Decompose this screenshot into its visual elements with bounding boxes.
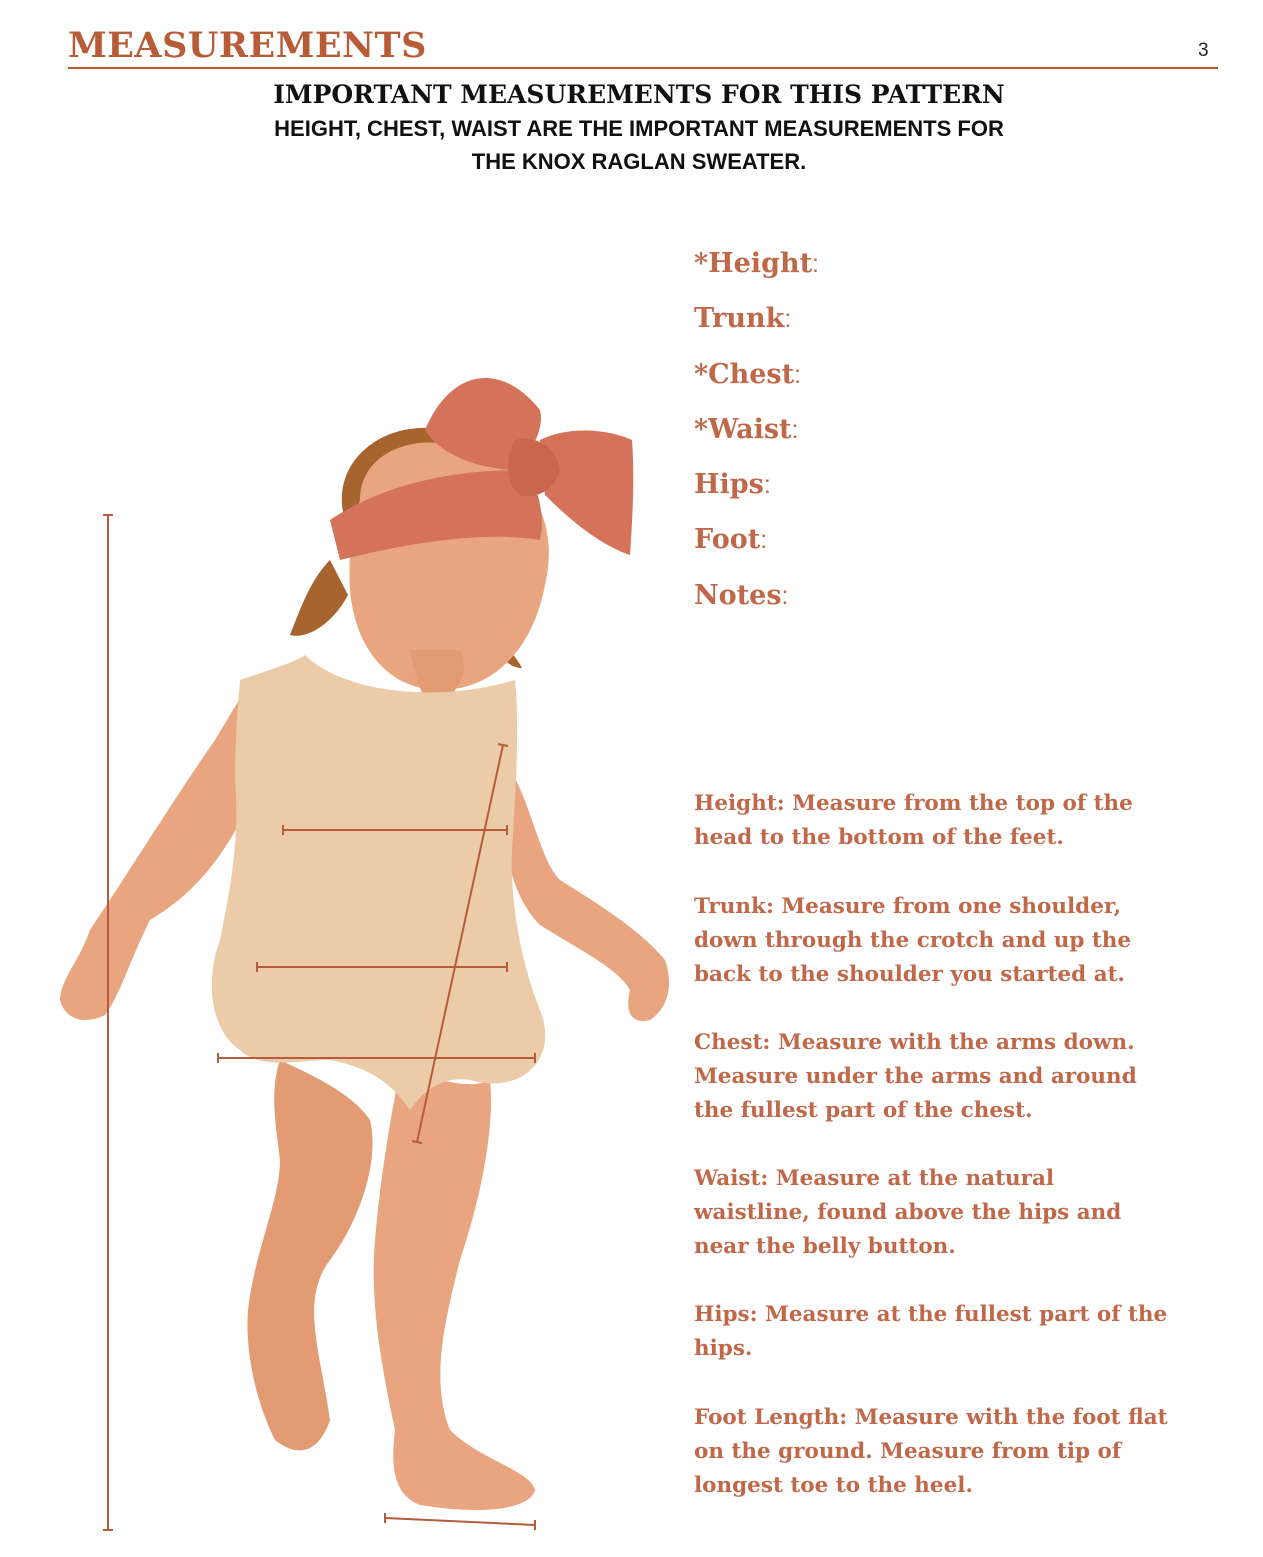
toddler-illustration	[0, 360, 690, 1557]
instruction-text: : Measure from one shoulder,	[765, 894, 1122, 919]
field-colon: :	[781, 581, 789, 610]
romper	[212, 655, 545, 1110]
height-guide	[103, 515, 113, 1530]
instruction-hips	[694, 1298, 1234, 1366]
field-colon: :	[812, 250, 819, 278]
instruction-line	[694, 1401, 1234, 1435]
section-heading: IMPORTANT MEASUREMENTS FOR THIS PATTERN	[273, 80, 1005, 109]
field-label: Trunk	[694, 303, 785, 335]
instruction-text: : Measure from the top of the	[776, 791, 1133, 816]
field-label: *Waist	[694, 413, 792, 445]
instruction-chest	[694, 1026, 1234, 1128]
instruction-trunk	[694, 890, 1234, 992]
instruction-line	[694, 890, 1234, 924]
legs	[247, 1060, 535, 1510]
instruction-text: : Measure with the arms down.	[762, 1030, 1135, 1055]
field-colon: :	[763, 471, 771, 500]
instruction-term: Waist	[694, 1166, 761, 1191]
instruction-waist	[694, 1162, 1234, 1264]
field-colon: :	[794, 360, 802, 389]
instruction-line	[694, 1026, 1234, 1060]
instruction-line: down through the crotch and up the	[694, 928, 1132, 953]
instruction-line: on the ground. Measure from tip of	[694, 1439, 1122, 1464]
header-divider	[68, 67, 1218, 69]
foot-guide	[385, 1513, 535, 1530]
field-notes	[694, 576, 819, 631]
instruction-line: near the belly button.	[694, 1234, 956, 1259]
instruction-text: : Measure with the foot flat	[839, 1405, 1168, 1430]
instruction-line: hips.	[694, 1336, 753, 1361]
instruction-line: head to the bottom of the feet.	[694, 825, 1064, 850]
field-label: Notes	[694, 579, 782, 611]
instruction-foot-length	[694, 1401, 1234, 1503]
instruction-line	[694, 1298, 1234, 1332]
instruction-term: Trunk	[694, 894, 766, 919]
field-chest	[694, 355, 819, 410]
instruction-line	[694, 1162, 1234, 1196]
instruction-text: : Measure at the natural	[760, 1166, 1055, 1191]
field-label: *Chest	[694, 358, 795, 390]
intro-text-line-1: HEIGHT, CHEST, WAIST ARE THE IMPORTANT MEASUREMENTS FOR	[274, 116, 1004, 141]
field-height	[694, 244, 819, 299]
instruction-text: : Measure at the fullest part of the	[749, 1302, 1168, 1327]
field-colon: :	[791, 415, 799, 444]
field-label: *Height	[694, 248, 813, 279]
instruction-line: back to the shoulder you started at.	[694, 962, 1126, 987]
instruction-line: longest toe to the heel.	[694, 1473, 973, 1498]
instruction-line: the fullest part of the chest.	[694, 1098, 1033, 1123]
field-label: Foot	[694, 524, 761, 556]
intro-text-line-2: THE KNOX RAGLAN SWEATER.	[471, 149, 807, 174]
instruction-term: Chest	[694, 1030, 763, 1055]
instruction-line: Measure under the arms and around	[694, 1064, 1137, 1089]
instruction-term: Hips	[694, 1302, 750, 1327]
page-title: MEASUREMENTS	[68, 25, 427, 66]
instruction-height	[694, 787, 1234, 855]
page-number: 3	[1198, 40, 1209, 61]
field-colon: :	[760, 526, 768, 555]
field-foot	[694, 520, 819, 575]
field-label: Hips	[694, 469, 764, 501]
instruction-term: Height	[694, 791, 777, 816]
field-waist	[694, 410, 819, 465]
field-trunk	[694, 299, 819, 354]
instruction-line: waistline, found above the hips and	[694, 1200, 1122, 1225]
measurement-field-list	[694, 244, 819, 631]
field-hips	[694, 465, 819, 520]
instruction-line	[694, 787, 1234, 821]
instruction-term: Foot Length	[694, 1405, 840, 1430]
field-colon: :	[784, 305, 792, 334]
